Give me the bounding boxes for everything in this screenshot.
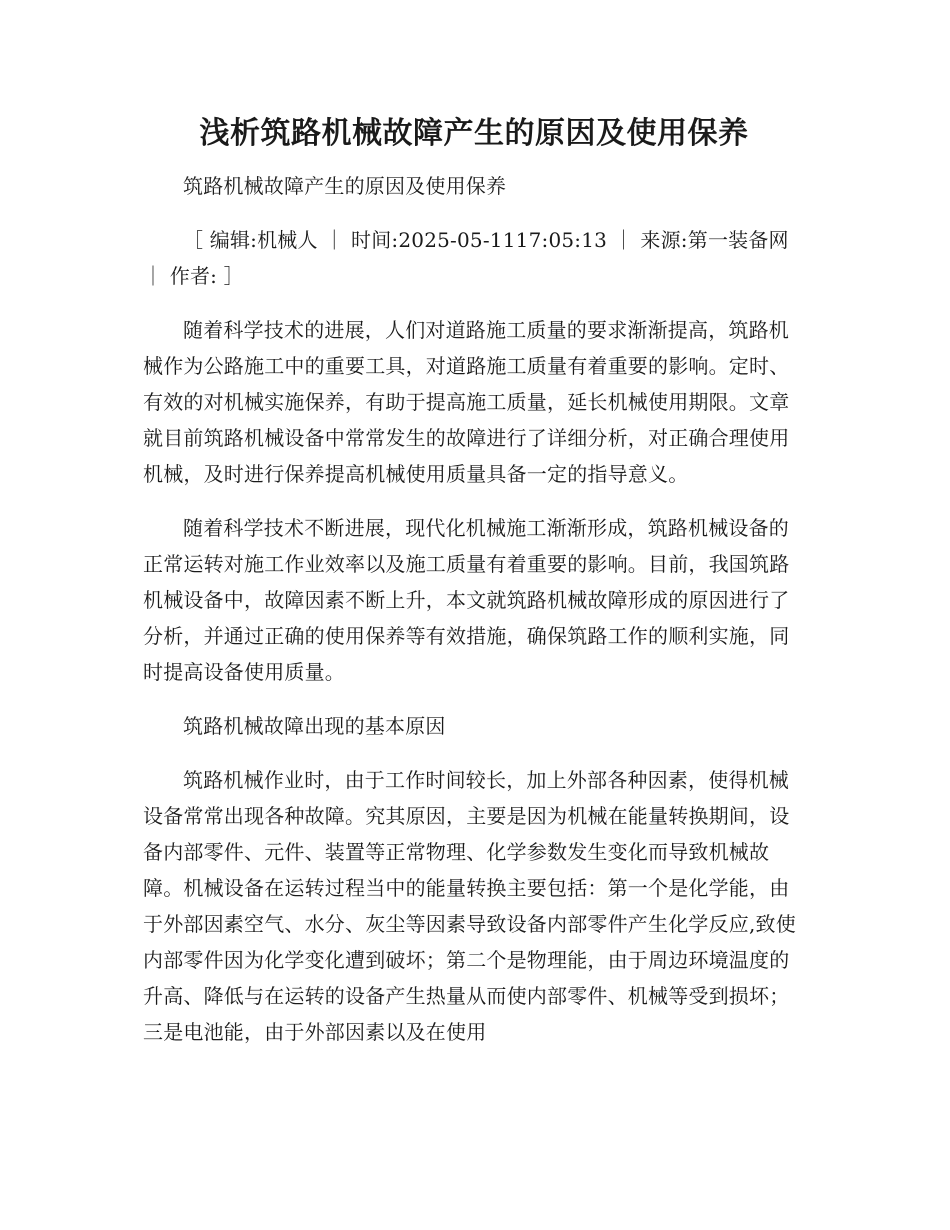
section-paragraph: 筑路机械作业时，由于工作时间较长，加上外部各种因素，使得机械设备常常出现各种故障。究其原因，主要是因为机械在能量转换期间，设备内部零件、元件、装置等正常物理、化学参数发生变化而导致机械故障。机械设备在运转过程当中的能量转换主要包括：第一个是化学能，由于外部因素空气、水分、灰尘等因素导致设备内部零件产生化学反应,致使内部零件因为化学变化遭到破坏；第二个是物理能，由于周边环境温度的升高、降低与在运转的设备产生热量从而使内部零件、机械等受到损坏；三是电池能，由于外部因素以及在使用 <box>143 768 796 1044</box>
article-meta: ［ 编辑:机械人 ｜ 时间:2025-05-1117:05:13 ｜ 来源:第一装备网 ｜ 作者: ］ <box>143 228 789 288</box>
section-heading: 筑路机械故障出现的基本原因 <box>183 714 446 738</box>
intro-paragraph-2: 随着科学技术不断进展，现代化机械施工渐渐形成，筑路机械设备的正常运转对施工作业效率以及施工质量有着重要的影响。目前，我国筑路机械设备中，故障因素不断上升，本文就筑路机械故障形成的原因进行了分析，并通过正确的使用保养等有效措施，确保筑路工作的顺利实施，同时提高设备使用质量。 <box>143 516 790 684</box>
document-page <box>143 112 805 1068</box>
document-subtitle: 筑路机械故障产生的原因及使用保养 <box>183 174 507 198</box>
document-title: 浅析筑路机械故障产生的原因及使用保养 <box>199 116 749 151</box>
intro-paragraph-1: 随着科学技术的进展，人们对道路施工质量的要求渐渐提高，筑路机械作为公路施工中的重要工具，对道路施工质量有着重要的影响。定时、有效的对机械实施保养，有助于提高施工质量，延长机械使用期限。文章就目前筑路机械设备中常常发生的故障进行了详细分析，对正确合理使用机械，及时进行保养提高机械使用质量具备一定的指导意义。 <box>143 318 790 486</box>
